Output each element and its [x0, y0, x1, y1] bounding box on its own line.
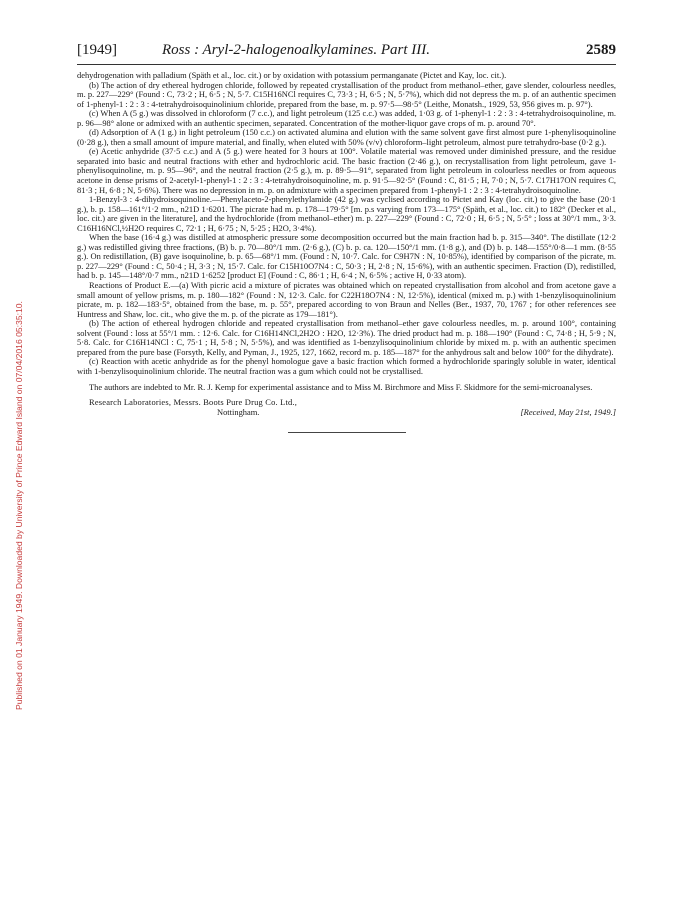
- journal-page: [77, 42, 616, 433]
- header-page-number: 2589: [586, 42, 616, 58]
- acknowledgement: The authors are indebted to Mr. R. J. Kemp for experimental assistance and to Miss M. Birchmore and Miss F. Skidmore for the semi-microanalyses.: [89, 381, 593, 392]
- download-sidebar: [2, 90, 24, 710]
- article-body: [77, 71, 616, 392]
- paragraph: (b) The action of ethereal hydrogen chloride and repeated crystallisation from methanol–ether gave colourless needles, m. p. around 100°, containing solvent (Found : loss at 55°/1 mm. : 12·6. Calc. for C16H14NCl,2H2O : H2O, 12·3%). The dried product had m. p. 188—190° (Found : C, 74·8 ; H, 5·9 ; N, 5·8. Calc. for C16H14NCl : C, 75·1 ; H, 5·8 ; N, 5·5%), and was identified as 1-benzylisoquinolinium chloride by mixed m. p. with an authentic specimen prepared from the pure base (Forsyth, Kelly, and Pyman, J., 1925, 127, 1662, record m. p. 185—187° for the anhydrous salt and below 100° for the dihydrate).: [77, 318, 616, 357]
- affiliation-block: [77, 398, 616, 418]
- header-year: [1949]: [77, 42, 117, 58]
- download-notice: Published on 01 January 1949. Downloaded by University of Prince Edward Island on 07/04/2016 05:35:10.: [14, 301, 24, 710]
- header-rule: [77, 64, 616, 65]
- paragraph: Reactions of Product E.—(a) With picric acid a mixture of picrates was obtained which on repeated crystallisation from alcohol and from acetone gave a small amount of yellow prisms, m. p. 180—182° (Found : N, 12·3. Calc. for C22H18O7N4 : N, 12·5%), identical (mixed m. p.) with 1-benzylisoquinolinium picrate, m. p. 182—183·5°, obtained from the base, m. p. 55°, prepared according to von Braun and Nelles (Ber., 1937, 70, 1767 ; for other references see Huntress and Shaw, loc. cit., who give the m. p. of the picrate as 179—181°).: [77, 280, 616, 319]
- affiliation-city: Nottingham.: [217, 406, 260, 417]
- paragraph: (b) The action of dry ethereal hydrogen chloride, followed by repeated crystallisation of the product from methanol–ether, gave slender, colourless needles, m. p. 227—229° (Found : C, 73·2 ; H, 6·5 ; N, 5·7. C15H16NCl requires C, 73·3 ; H, 6·5 ; N, 5·7%), which did not depress the m. p. of an authentic specimen of 1-phenyl-1 : 2 : 3 : 4-tetrahydroisoquinolinium chloride, prepared from the base, m. p. 97·5—98·5° (Leithe, Monatsh., 1929, 53, 956 gives m. p. 97°).: [77, 79, 616, 109]
- paragraph: When the base (16·4 g.) was distilled at atmospheric pressure some decomposition occurred but the main fraction had b. p. 315—340°. The distillate (12·2 g.) was redistilled giving three fractions, (B) b. p. 70—80°/1 mm. (2·6 g.), (C) b. p. ca. 120—150°/1 mm. (1·8 g.), and (D) b. p. 148—155°/0·8—1 mm. (8·55 g.). On redistillation, (B) gave isoquinoline, b. p. 65—68°/1 mm. (Found : N, 10·7. Calc. for C9H7N : N, 10·85%), identified by comparison of the picrate, m. p. 227—229° (Found : C, 50·4 ; H, 3·3 ; N, 15·7. Calc. for C15H10O7N4 : C, 50·3 ; H, 2·8 ; N, 15·6%), with an authentic specimen. Fraction (D), redistilled, had b. p. 145—148°/0·7 mm., n21D 1·6252 [product E] (Found : C, 86·1 ; H, 6·4 ; N, 6·5% ; active H, 0·33 atom).: [77, 232, 616, 281]
- affiliation-line: Research Laboratories, Messrs. Boots Pure Drug Co. Ltd.,: [89, 397, 298, 408]
- end-rule: [288, 432, 406, 433]
- paragraph: (d) Adsorption of A (1 g.) in light petroleum (150 c.c.) on activated alumina and elution with the same solvent gave first almost pure 1-phenylisoquinoline (0·28 g.), then a small amount of impure material, and finally, when eluted with 50% (v/v) chloroform–light petroleum, almost pure tetrahydro-base (0·2 g.).: [77, 127, 616, 147]
- paragraph: 1-Benzyl-3 : 4-dihydroisoquinoline.—Phenylaceto-2-phenylethylamide (42 g.) was cyclised according to Pictet and Kay (loc. cit.) to give the base (20·1 g.), b. p. 158—161°/1·2 mm., n21D 1·6201. The picrate had m. p. 178—179·5° [m. p.s varying from 173—175° (Späth, et al., loc. cit.) to 182° (Decker et al., loc. cit.) are given in the literature], and the hydrochloride (from methanol–ether) m. p. 227—229° (Found : C, 72·0 ; H, 6·5 ; N, 5·5° ; loss at 30°/1 mm., 3·3. C16H16NCl,½H2O requires C, 72·1 ; H, 6·75 ; N, 5·25 ; H2O, 3·4%).: [77, 194, 616, 233]
- paragraph: dehydrogenation with palladium (Späth et al., loc. cit.) or by oxidation with potassium permanganate (Pictet and Kay, loc. cit.).: [77, 70, 507, 80]
- received-date: [Received, May 21st, 1949.]: [520, 406, 616, 417]
- running-header: [77, 42, 616, 64]
- paragraph: (c) When A (5 g.) was dissolved in chloroform (7 c.c.), and light petroleum (125 c.c.) was added, 1·03 g. of 1-phenyl-1 : 2 : 3 : 4-tetrahydroisoquinoline, m. p. 96—98° alone or admixed with an authentic specimen, separated. Concentration of the mother-liquor gave crops of m. p. around 70°.: [77, 108, 616, 128]
- paragraph: (e) Acetic anhydride (37·5 c.c.) and A (5 g.) were heated for 3 hours at 100°. Volatile material was removed under diminished pressure, and the residue separated into basic and neutral fractions with ether and hydrochloric acid. The basic fraction (2·46 g.), on recrystallisation from light petroleum, gave 1-phenylisoquinoline, m. p. 95—96°, and the neutral fraction (2·5 g.), m. p. 89·5—91°, separated from light petroleum in colourless needles or from aqueous acetone in dense prisms of 2-acetyl-1-phenyl-1 : 2 : 3 : 4-tetrahydroisoquinoline, m. p. 91·5—92·5° (Found : C, 81·5 ; H, 7·0 ; N, 5·7. C17H17ON requires C, 81·3 ; H, 6·8 ; N, 5·6%). There was no depression in m. p. on admixture with a specimen prepared from 1-phenyl-1 : 2 : 3 : 4-tetrahydroisoquinoline.: [77, 146, 616, 195]
- header-title: Ross : Aryl-2-halogenoalkylamines. Part III.: [162, 42, 431, 58]
- paragraph: (c) Reaction with acetic anhydride as for the phenyl homologue gave a basic fraction which formed a hydrochloride sparingly soluble in water, identical with 1-benzylisoquinolinium chloride. The neutral fraction was a gum which could not be crystallised.: [77, 356, 616, 376]
